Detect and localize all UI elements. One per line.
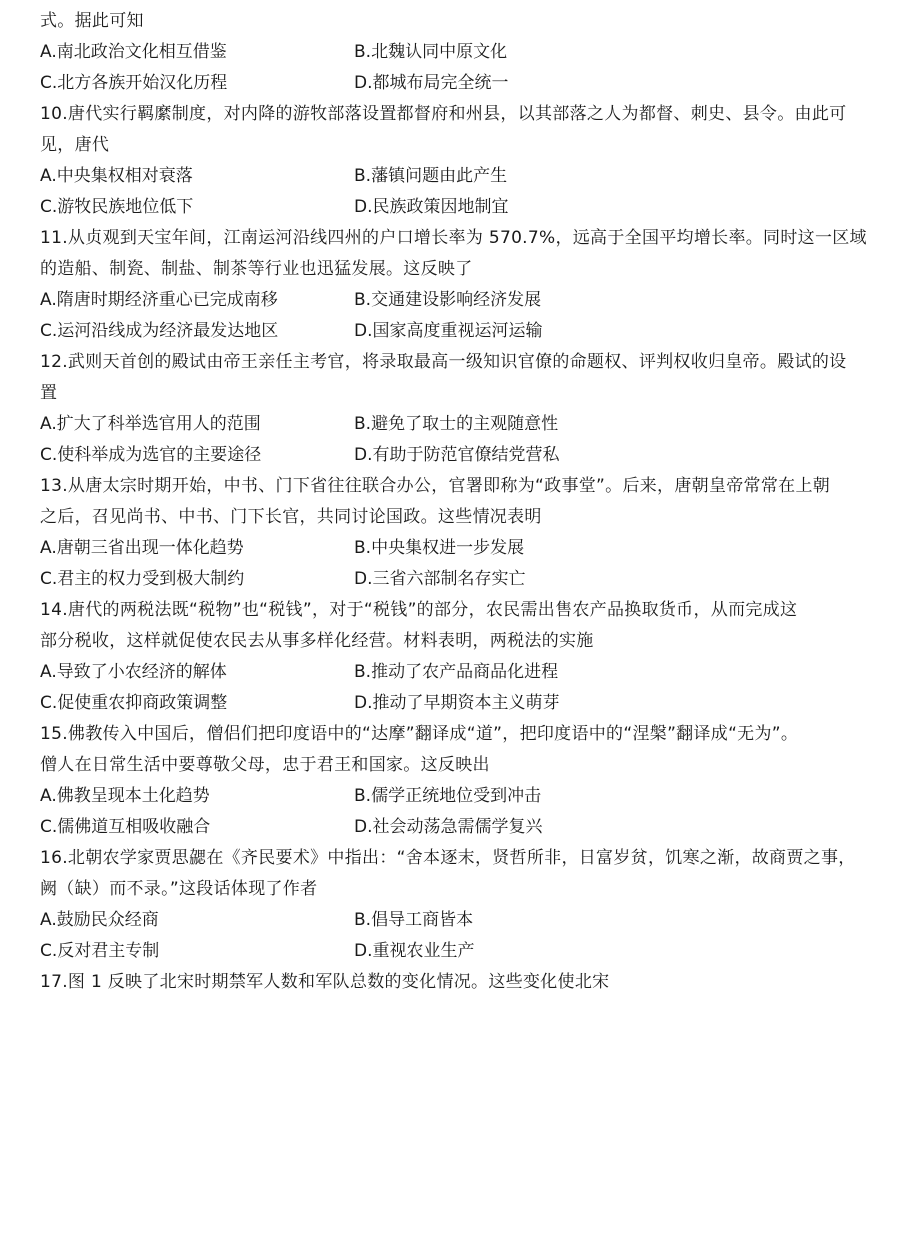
option-row: [40, 316, 855, 347]
question-stem-line: 式。据此可知: [40, 11, 144, 31]
option-b: B.交通建设影响经济发展: [354, 290, 542, 310]
option-a: A.佛教呈现本土化趋势: [40, 786, 210, 806]
question-12: [40, 347, 855, 471]
option-row: [40, 657, 855, 688]
option-c: C.使科举成为选官的主要途径: [40, 445, 262, 465]
option-c: C.北方各族开始汉化历程: [40, 73, 228, 93]
question-stem-line: 11.从贞观到天宝年间，江南运河沿线四州的户口增长率为 570.7%，远高于全国平均增长率。同时这一区域: [40, 228, 867, 248]
option-row: [40, 688, 855, 719]
option-d: D.有助于防范官僚结党营私: [354, 445, 560, 465]
option-c: C.儒佛道互相吸收融合: [40, 817, 211, 837]
option-row: [40, 812, 855, 843]
question-stem-line: 14.唐代的两税法既“税物”也“税钱”，对于“税钱”的部分，农民需出售农产品换取货币，从而完成这: [40, 600, 798, 620]
option-a: A.隋唐时期经济重心已完成南移: [40, 290, 278, 310]
option-d: D.三省六部制名存实亡: [354, 569, 526, 589]
option-row: [40, 781, 855, 812]
option-b: B.倡导工商皆本: [354, 910, 474, 930]
question-17: [40, 967, 855, 998]
option-c: C.反对君主专制: [40, 941, 160, 961]
question-11: [40, 223, 867, 347]
question-stem-line: 13.从唐太宗时期开始，中书、门下省往往联合办公，官署即称为“政事堂”。后来，唐朝皇帝常常在上朝: [40, 476, 831, 496]
option-row: [40, 161, 855, 192]
question-15: [40, 719, 855, 843]
option-row: [40, 409, 855, 440]
question-stem-line: 17.图 1 反映了北宋时期禁军人数和军队总数的变化情况。这些变化使北宋: [40, 972, 610, 992]
option-row: [40, 564, 855, 595]
option-d: D.国家高度重视运河运输: [354, 321, 543, 341]
question-stem-line: 12.武则天首创的殿试由帝王亲任主考官，将录取最高一级知识官僚的命题权、评判权收归皇帝。殿试的设: [40, 352, 847, 372]
option-row: [40, 192, 855, 223]
option-d: D.社会动荡急需儒学复兴: [354, 817, 543, 837]
question-stem-line: 的造船、制瓷、制盐、制茶等行业也迅猛发展。这反映了: [40, 259, 473, 279]
option-a: A.扩大了科举选官用人的范围: [40, 414, 261, 434]
option-row: [40, 285, 855, 316]
option-c: C.促使重农抑商政策调整: [40, 693, 228, 713]
question-14: [40, 595, 855, 719]
question-stem-line: 之后，召见尚书、中书、门下长官，共同讨论国政。这些情况表明: [40, 507, 542, 527]
question-10: [40, 99, 855, 223]
option-a: A.鼓励民众经商: [40, 910, 159, 930]
option-d: D.都城布局完全统一: [354, 73, 509, 93]
question-stem-line: 15.佛教传入中国后，僧侣们把印度语中的“达摩”翻译成“道”，把印度语中的“涅槃”翻译成“无为”。: [40, 724, 799, 744]
option-b: B.中央集权进一步发展: [354, 538, 525, 558]
option-b: B.北魏认同中原文化: [354, 42, 508, 62]
question-stem-line: 部分税收，这样就促使农民去从事多样化经营。材料表明，两税法的实施: [40, 631, 594, 651]
question-stem-line: 阙（缺）而不录。”这段话体现了作者: [40, 879, 318, 899]
question-stem-line: 16.北朝农学家贾思勰在《齐民要术》中指出：“舍本逐末，贤哲所非，日富岁贫，饥寒之渐，故商贾之事，: [40, 848, 856, 868]
question-stem-line: 见，唐代: [40, 135, 110, 155]
option-a: A.唐朝三省出现一体化趋势: [40, 538, 244, 558]
option-a: A.导致了小农经济的解体: [40, 662, 227, 682]
question-13: [40, 471, 855, 595]
option-c: C.运河沿线成为经济最发达地区: [40, 321, 279, 341]
option-row: [40, 905, 855, 936]
question-stem-line: 10.唐代实行羁縻制度，对内降的游牧部落设置都督府和州县，以其部落之人为都督、刺史、县令。由此可: [40, 104, 847, 124]
option-c: C.君主的权力受到极大制约: [40, 569, 245, 589]
option-a: A.南北政治文化相互借鉴: [40, 42, 227, 62]
option-row: [40, 68, 855, 99]
option-b: B.避免了取士的主观随意性: [354, 414, 559, 434]
option-d: D.推动了早期资本主义萌芽: [354, 693, 560, 713]
option-d: D.重视农业生产: [354, 941, 475, 961]
question-stem-line: 僧人在日常生活中要尊敬父母，忠于君王和国家。这反映出: [40, 755, 490, 775]
question-intro: [40, 6, 855, 99]
option-b: B.藩镇问题由此产生: [354, 166, 508, 186]
question-16: [40, 843, 855, 967]
option-row: [40, 37, 855, 68]
exam-page: [40, 6, 867, 998]
option-c: C.游牧民族地位低下: [40, 197, 194, 217]
option-a: A.中央集权相对衰落: [40, 166, 193, 186]
option-row: [40, 533, 855, 564]
option-row: [40, 936, 855, 967]
option-d: D.民族政策因地制宜: [354, 197, 509, 217]
option-b: B.推动了农产品商品化进程: [354, 662, 559, 682]
option-row: [40, 440, 855, 471]
question-stem-line: 置: [40, 383, 58, 403]
option-b: B.儒学正统地位受到冲击: [354, 786, 542, 806]
